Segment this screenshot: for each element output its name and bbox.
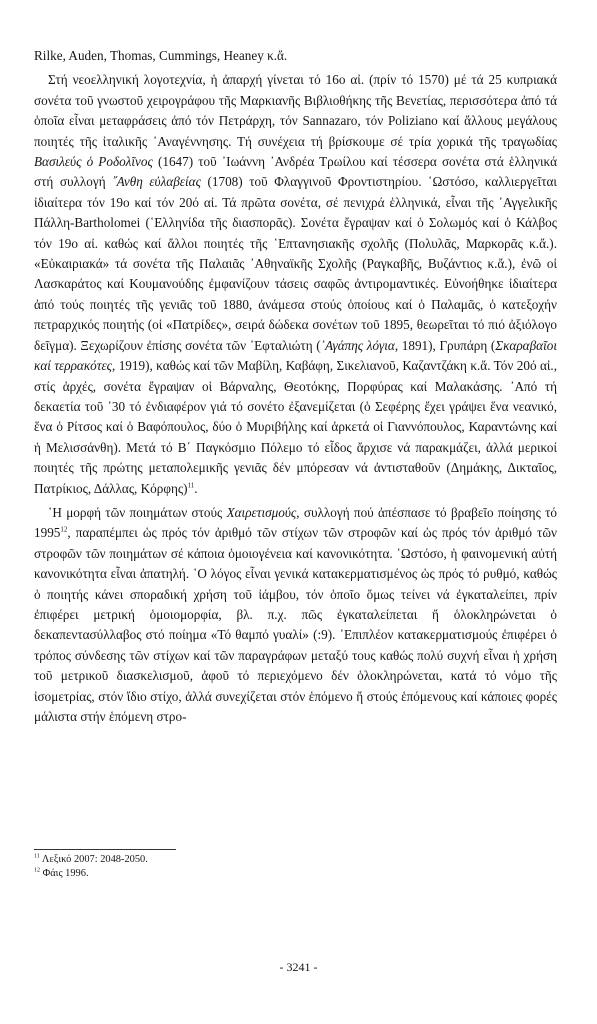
paragraph-continuation: Rilke, Auden, Thomas, Cummings, Heaney κ.ἄ.: [34, 48, 288, 63]
page-number: - 3241 -: [279, 960, 318, 974]
main-text: [34, 46, 557, 727]
footnote-ref-12: 12: [60, 525, 68, 534]
footnote-ref-11: 11: [187, 481, 195, 490]
footnote-divider: [34, 849, 176, 850]
footnote-12: $^{12}$ Φάις 1996.: [34, 867, 89, 879]
paragraph-sonnet-history: Στή νεοελληνική λογοτεχνία, ἡ ἀπαρχή γίνεται τό 16ο αἰ. (πρίν τό 1570) μέ τά 25 κυπριακά σονέτα τοῦ γνωστοῦ χειρογράφου τῆς Μαρκιανῆς Βιβλιοθήκης τῆς Βενετίας, περισσότερα ἀπό τά ὁποῖα εἶναι μεταφράσεις ἀπό τόν Πετράρχη, τόν Sannazaro, τόν Poliziano καί ἄλλους μεγάλους ποιητές τῆς ἰταλικῆς ᾿Αναγέννησης. Τή συνέχεια τή βρίσκουμε σέ τρία χορικά τῆς τραγωδίας Βασιλεύς ὁ Ροδολῖνος (1647) τοῦ ᾿Ιωάννη ᾿Ανδρέα Τρωίλου καί τέσσερα σονέτα στά ἑλληνικά στή συλλογή ῎Ανθη εὐλαβείας (1708) τοῦ Φλαγγινοῦ Φροντιστηρίου. ῾Ωστόσο, καλλιεργεῖται ἰδιαίτερα τόν 19ο καί τόν 20ό αἰ. Τά πρῶτα σονέτα, σέ πενιχρά ἑλληνικά, εἶναι τῆς ᾿Αγγελικῆς Πάλλη-Bartholomei (῾Ελληνίδα τῆς διασπορᾶς). Σονέτα ἔγραψαν καί ὁ Σολωμός καί ὁ Κάλβος τόν 19ο αἰ. καθώς καί ἄλλοι ποιητές τῆς ῾Επτανησιακῆς σχολῆς (Πολυλᾶς, Μαρκορᾶς κ.ἄ.). «Εὐκαιριακά» τά σονέτα τῆς Παλαιᾶς ᾿Αθηναϊκῆς Σχολῆς (Ραγκαβῆς, Βυζάντιος κ.ἄ.), ἐνῶ οἱ Λασκαράτος καί Κουμανούδης ἐμφανίζουν τάσεις σαφῶς ἀντιρομαντικές. Εὐνοήθηκε ἰδιαίτερα ἀπό τούς ποιητές τῆς γενιᾶς τοῦ 1880, ἀνάμεσα στούς ὁποίους καί ὁ Παλαμᾶς, ὁ κατεξοχήν πετραρχικός ποιητής (οἱ «Πατρίδες», σειρά δώδεκα σονέτων τοῦ 1895, θεωρεῖται τό πιό ἀξιόλογο δεῖγμα). Ξεχωρίζουν ἐπίσης σονέτα τῶν ᾿Εφταλιώτη (᾿Αγάπης λόγια, 1891), Γρυπάρη (Σκαραβαῖοι καί τερρακότες, 1919), καθώς καί τῶν Μαβίλη, Καβάφη, Σικελιανοῦ, Καζαντζάκη κ.ἄ. Τόν 20ό αἰ., στίς ἀρχές, σονέτα ἔγραψαν οἱ Βάρναλης, Θεοτόκης, Πορφύρας καί Μαλακάσης. ᾿Από τή δεκαετία τοῦ ᾿30 τό ἐνδιαφέρον γιά τό σονέτο ἐξανεμίζεται (ὁ Σεφέρης ἔχει γράψει ἕνα νεανικό, ἕνα ὁ Ρίτσος καί ὁ Βαφόπουλος, δύο ὁ Μυριβήλης καί ἀρκετά οἱ Γιαννόπουλος, Καραντώνης καί ἡ Μελισσάνθη). Μετά τό Β΄ Παγκόσμιο Πόλεμο τό εἶδος ἄρχισε νά παρακμάζει, ἀλλά μερικοί ποιητές τῆς πρώτης μεταπολεμικῆς γενιᾶς δέν μπόρεσαν νά ἀντισταθοῦν (Δημάκης, Δικταῖος, Πατρίκιος, Δάλλας, Κόρφης)$^{11}$.: [34, 72, 557, 496]
paragraph-form-analysis: ῾Η μορφή τῶν ποιημάτων στούς Χαιρετισμούς, συλλογή πού ἀπέσπασε τό βραβεῖο ποίησης τό 1995$^{12}$, παραπέμπει ὡς πρός τόν ἀριθμό τῶν στίχων τῶν στροφῶν καί ὡς πρός τόν ἀριθμό τῶν στροφῶν τῶν ποιημάτων σέ κάποια ὁμοιογένεια καί κανονικότητα. ῾Ωστόσο, ἡ φαινομενική αὐτή κανονικότητα εἶναι ἀπατηλή. ῾Ο λόγος εἶναι γενικά κατακερματισμένος ὡς πρός τό ρυθμό, καθώς ὁ ποιητής κάνει σποραδική χρήση τοῦ ἰάμβου, τόν ὁποῖο ὅμως τείνει νά ἐγκαταλείπει, πρίν ἐπιφέρει μετρική ὁμοιομορφία, βλ. π.χ. πῶς ἐγκαταλείπεται ἤ ὁλοκληρώνεται ὁ δεκαπεντασύλλαβος στό ποίημα «Τό θαμπό γυαλί» (:9). ᾿Επιπλέον κατακερματισμούς ἐπιφέρει ὁ τρόπος σύνδεσης τῶν στίχων καί τῶν παραγράφων μεταξύ τους καθώς πολύ συχνή εἶναι ἡ χρήση τοῦ μετρικοῦ διασκελισμοῦ, ἀφοῦ τό περιεχόμενο δέν ὁλοκληρώνεται, κατά τό νόμο τῆς ἰσομετρίας, στόν ἴδιο στίχο, ἀλλά συνεχίζεται στόν ἑπόμενο ἤ στούς ἑπόμενους καί κάποιες φορές μάλιστα στήν ἑπόμενη στρο-: [34, 504, 557, 724]
footnote-11: $^{11}$ Λεξικό 2007: 2048-2050.: [34, 853, 148, 865]
footnotes: [34, 849, 557, 881]
